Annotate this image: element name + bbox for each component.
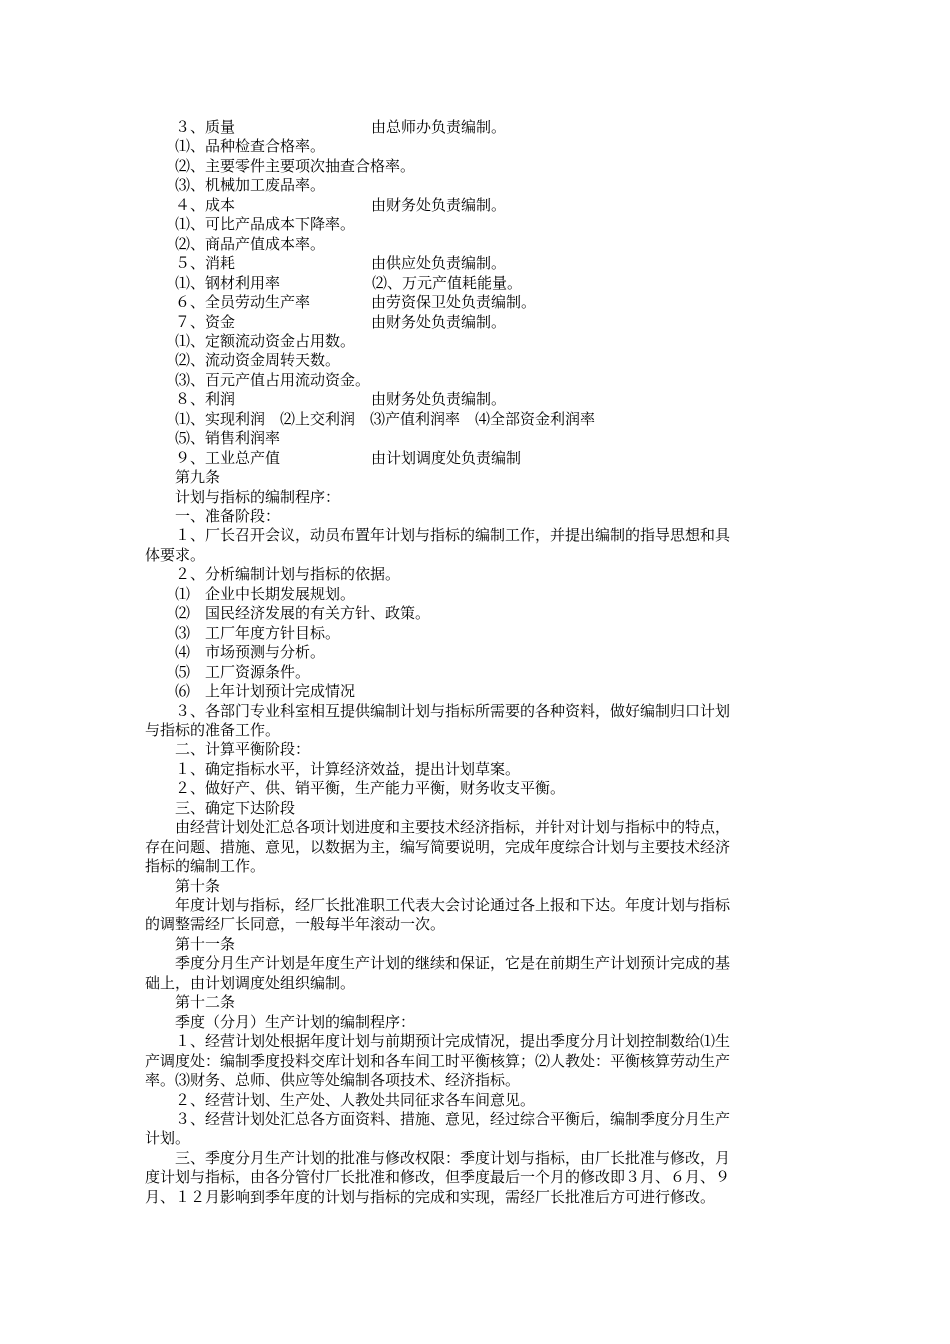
- line-text: 率。⑶财务、总师、供应等处编制各项技术、经济指标。: [145, 1071, 521, 1090]
- line-text: 一、准备阶段：: [145, 507, 281, 525]
- text-line: [145, 585, 815, 605]
- text-line: [145, 624, 815, 644]
- text-line: [145, 1013, 815, 1033]
- line-text: ３、质量: [145, 118, 236, 136]
- line-text: ⑶ 工厂年度方针目标。: [145, 623, 341, 642]
- text-line: [145, 1110, 815, 1130]
- line-text: 计划。: [145, 1129, 191, 1148]
- text-line: [145, 1149, 815, 1169]
- text-line: [145, 818, 815, 838]
- line-text: ９、工业总产值: [145, 448, 281, 467]
- text-line: [145, 176, 815, 196]
- line-text: ５、消耗: [145, 254, 236, 273]
- text-line: [145, 1032, 815, 1052]
- text-line: [145, 760, 815, 780]
- line-text: 产调度处：编制季度投料交库计划和各车间工时平衡核算；⑵人教处：平衡核算劳动生产: [145, 1051, 731, 1070]
- text-line: [145, 371, 815, 391]
- line-responsibility: 由总师办负责编制。: [371, 118, 507, 136]
- line-responsibility: 由财务处负责编制。: [371, 312, 507, 331]
- text-line: [145, 799, 815, 819]
- text-line: [145, 779, 815, 799]
- line-text: 计划与指标的编制程序：: [145, 487, 341, 506]
- line-text: ⑵、主要零件主要项次抽查合格率。: [145, 156, 416, 175]
- text-line: [145, 390, 815, 410]
- line-text: ４、成本: [145, 195, 236, 214]
- text-line: [145, 235, 815, 255]
- line-responsibility: 由劳资保卫处负责编制。: [371, 293, 537, 312]
- line-text: 体要求。: [145, 545, 206, 564]
- text-line: [145, 896, 815, 916]
- text-line: [145, 565, 815, 585]
- line-text: ⑸ 工厂资源条件。: [145, 662, 311, 681]
- line-responsibility: 由财务处负责编制。: [371, 195, 507, 214]
- text-line: [145, 332, 815, 352]
- line-text: 三、季度分月生产计划的批准与修改权限：季度计划与指标，由厂长批准与修改，月: [145, 1148, 731, 1167]
- line-text: 季度（分月）生产计划的编制程序：: [145, 1012, 416, 1031]
- line-text: １、经营计划处根据年度计划与前期预计完成情况，提出季度分月计划控制数给⑴生: [145, 1032, 731, 1051]
- text-line: [145, 429, 815, 449]
- text-line: [145, 351, 815, 371]
- line-text: ２、经营计划、生产处、人教处共同征求各车间意见。: [145, 1090, 536, 1109]
- line-text: ２、做好产、供、销平衡，生产能力平衡，财务收支平衡。: [145, 779, 566, 798]
- text-line: [145, 1052, 815, 1072]
- line-text: 存在问题、措施、意见，以数据为主，编写简要说明，完成年度综合计划与主要技术经济: [145, 837, 731, 856]
- line-text: ⑶、机械加工废品率。: [145, 176, 326, 195]
- line-text: 度计划与指标，由各分管付厂长批准和修改，但季度最后一个月的修改即３月、６月、９: [145, 1168, 731, 1187]
- line-responsibility: 由计划调度处负责编制: [371, 448, 522, 467]
- line-text: ⑵ 国民经济发展的有关方针、政策。: [145, 604, 431, 623]
- line-text: 第十条: [145, 876, 221, 895]
- line-text: ⑴、品种检查合格率。: [145, 137, 326, 156]
- text-line: [145, 993, 815, 1013]
- line-text: ６、全员劳动生产率: [145, 293, 311, 312]
- text-line: [145, 507, 815, 527]
- line-text: 第十一条: [145, 934, 236, 953]
- text-line: [145, 604, 815, 624]
- text-line: [145, 313, 815, 333]
- line-text: ⑹ 上年计划预计完成情况: [145, 682, 356, 701]
- text-line: [145, 215, 815, 235]
- line-text: ⑴ 企业中长期发展规划。: [145, 584, 356, 603]
- line-responsibility: 由财务处负责编制。: [371, 390, 507, 409]
- line-text: ⑵、商品产值成本率。: [145, 234, 326, 253]
- text-line: [145, 663, 815, 683]
- text-line: [145, 196, 815, 216]
- line-responsibility: ⑵、万元产值耗能量。: [372, 273, 523, 292]
- text-line: [145, 293, 815, 313]
- line-text: 与指标的准备工作。: [145, 720, 281, 739]
- line-text: 第十二条: [145, 993, 236, 1012]
- line-text: ⑷ 市场预测与分析。: [145, 643, 326, 662]
- line-text: 月、１２月影响到季年度的计划与指标的完成和实现，需经厂长批准后方可进行修改。: [145, 1187, 716, 1206]
- line-responsibility: 由供应处负责编制。: [371, 254, 507, 273]
- text-line: [145, 118, 815, 138]
- text-line: [145, 410, 815, 430]
- line-text: 指标的编制工作。: [145, 857, 266, 876]
- text-line: [145, 935, 815, 955]
- text-line: [145, 740, 815, 760]
- text-line: [145, 526, 815, 546]
- text-line: [145, 838, 815, 858]
- line-text: ７、资金: [145, 312, 236, 331]
- line-text: １、厂长召开会议，动员布置年计划与指标的编制工作，并提出编制的指导思想和具: [145, 526, 731, 545]
- line-text: ８、利润: [145, 390, 236, 409]
- text-line: [145, 915, 815, 935]
- line-text: ⑶、百元产值占用流动资金。: [145, 370, 371, 389]
- text-line: [145, 643, 815, 663]
- line-text: 由经营计划处汇总各项计划进度和主要技术经济指标，并针对计划与指标中的特点，: [145, 818, 731, 837]
- text-line: [145, 721, 815, 741]
- line-text: ⑴、定额流动资金占用数。: [145, 331, 356, 350]
- line-text: 的调整需经厂长同意，一般每半年滚动一次。: [145, 915, 446, 934]
- line-text: ３、经营计划处汇总各方面资料、措施、意见，经过综合平衡后，编制季度分月生产: [145, 1109, 731, 1128]
- line-text: ⑵、流动资金周转天数。: [145, 351, 341, 370]
- text-line: [145, 546, 815, 566]
- text-line: [145, 857, 815, 877]
- text-line: [145, 954, 815, 974]
- line-text: 年度计划与指标，经厂长批准职工代表大会讨论通过各上报和下达。年度计划与指标: [145, 896, 731, 914]
- text-line: [145, 1129, 815, 1149]
- text-line: [145, 1168, 815, 1188]
- line-text: 第九条: [145, 468, 221, 487]
- text-line: [145, 488, 815, 508]
- text-line: [145, 682, 815, 702]
- text-line: [145, 1071, 815, 1091]
- line-text: ⑴、可比产品成本下降率。: [145, 215, 356, 234]
- line-text: １、确定指标水平，计算经济效益，提出计划草案。: [145, 759, 521, 778]
- line-text: ⑸、销售利润率: [145, 429, 281, 448]
- line-text: ２、分析编制计划与指标的依据。: [145, 565, 401, 584]
- line-text: 季度分月生产计划是年度生产计划的继续和保证，它是在前期生产计划预计完成的基: [145, 954, 731, 973]
- text-line: [145, 157, 815, 177]
- text-line: [145, 254, 815, 274]
- line-text: 二、计算平衡阶段：: [145, 740, 311, 759]
- line-text: ３、各部门专业科室相互提供编制计划与指标所需要的各种资料，做好编制归口计划: [145, 701, 731, 720]
- text-line: [145, 449, 815, 469]
- text-line: [145, 137, 815, 157]
- text-line: [145, 877, 815, 897]
- text-line: [145, 274, 815, 294]
- line-text: 三、确定下达阶段: [145, 798, 296, 817]
- text-line: [145, 468, 815, 488]
- line-text: ⑴、实现利润 ⑵上交利润 ⑶产值利润率 ⑷全部资金利润率: [145, 409, 596, 428]
- text-line: [145, 974, 815, 994]
- text-line: [145, 1188, 815, 1208]
- line-text: ⑴、钢材利用率: [145, 273, 281, 292]
- text-line: [145, 1091, 815, 1111]
- text-line: [145, 702, 815, 722]
- line-text: 础上，由计划调度处组织编制。: [145, 973, 356, 992]
